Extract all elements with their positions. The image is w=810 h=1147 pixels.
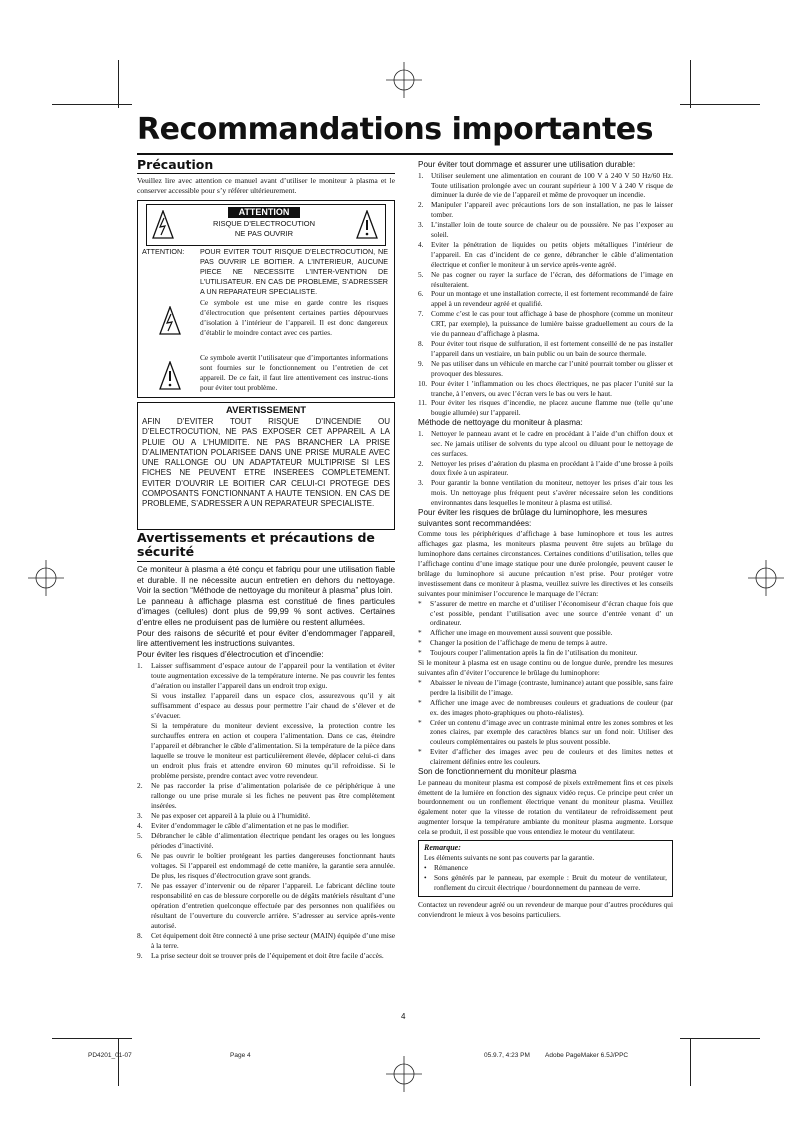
list-item: * Créer un contenu d’image avec un contraste minimal entre les zones sombres et les zones claires, par exemple des caractères blancs sur un fond noir. Utiliser des couleurs complémentaires ou pastels le plus souvent possible. (430, 718, 673, 748)
list-item: * Afficher une image en mouvement aussi souvent que possible. (430, 628, 673, 638)
attention-box (137, 200, 395, 398)
list-item: 1. Nettoyer le panneau avant et le cadre en procédant à l’aide d’un chiffon doux et sec. Ne jamais utiliser de solvents du type alcool ou diluant pour le nettoyage de ces surfaces. (418, 428, 673, 458)
list-item: * Eviter d’afficher des images avec peu de couleurs et des limites nettes et clairement définies entre les couleurs. (430, 747, 673, 767)
avert-p2: Le panneau à affichage plasma est constitué de fines particules d’images (cellules) dont plus de 99,99 % sont actives. Certaines d’entre elles ne produisent pas de lumière ou restent allumées. (137, 596, 395, 627)
list-item: 5. Débrancher le câble d’alimentation électrique pendant les orages ou les longues périodes d’inactivité. (137, 831, 395, 851)
crop-mark (690, 1038, 691, 1086)
footer-page: Page 4 (230, 1052, 251, 1059)
list-item: 5. Ne pas cogner ou rayer la surface de l’écran, des déformations de l’image en résulteraient. (418, 269, 673, 289)
list-item: * S’assurer de mettre en marche et d’utiliser l’économiseur d’écran chaque fois que c’est possible, pendant l’utilisation avec une source d’entrée venant d’ un ordinateur. (430, 599, 673, 629)
list-item: * Toujours couper l’alimentation après la fin de l’utilisation du moniteur. (430, 648, 673, 658)
crop-mark (690, 60, 691, 108)
brulage-heading: Pour éviter les risques de brûlage du luminophore, les mesures suivantes sont recommandées: (418, 508, 648, 528)
exclamation-warning-icon (356, 210, 378, 240)
list-item: 3. Pour garantir la bonne ventilation du moniteur, nettoyer les prises d’air tous les mois. Un nettoyage plus fréquent peut s’avérer nécessaire selon les conditions environnantes dans lesquelles le moniteur à plasma est utilisé. (418, 478, 673, 508)
list-item: 4. Eviter la pénétration de liquides ou petits objets métalliques l’intérieur de l’appareil. En cas d’incident de ce genre, débrancher le câble d’alimentation électrique et confier le moniteur à un service après-vente agréé. (418, 239, 673, 269)
list-item: 3. Ne pas exposer cet appareil à la pluie ou à l’humidité. (137, 811, 311, 821)
list-item: 2. Ne pas raccorder la prise d’alimentation polarisée de ce périphérique à une rallonge ou une prise murale si les fiches ne peuvent pas être complètement insérées. (137, 781, 395, 811)
list-item: * Abaisser le niveau de l’image (contraste, luminance) autant que possible, sans faire perdre la lisibilit de l’image. (430, 678, 673, 698)
crop-mark (118, 60, 119, 108)
footer-app: Adobe PageMaker 6.5J/PPC (545, 1052, 629, 1059)
list-item: 4. Eviter d’endommager le câble d’alimentation et ne pas le modifier. (137, 821, 349, 831)
avert-p1: Ce moniteur à plasma a été conçu et fabriqu pour une utilisation fiable et durable. Il ne nécessite aucun entretien en dehors du nettoyage. Voir la section “Méthode de nettoyage du moniteur à plasma” plus loin. (137, 565, 395, 596)
footer-file: PD4201_01-07 (88, 1052, 132, 1059)
list-item: 3. L’installer loin de toute source de chaleur ou de poussière. Ne pas l’exposer au soleil. (418, 220, 673, 240)
crop-mark (680, 104, 760, 105)
list-item: 7. Ne pas essayer d’intervenir ou de réparer l’appareil. Le fabricant décline toute responsabilité en cas de blessure corporelle ou de dégâts matériels résultant d’une opération d’entretien quelconque effectuée par des personnes non qualifiées ou résultant de l’ouverture du couvercle arrière. S’adresser au service après-vente autorisé. (137, 881, 395, 931)
final-paragraph: Contactez un revendeur agréé ou un revendeur de marque pour d’autres procédures qui conviendront le mieux à vos besoins particuliers. (418, 899, 673, 919)
avertissement-text: AFIN D’EVITER TOUT RISQUE D’INCENDIE OU D’ELECTROCUTION, NE PAS EXPOSER CET APPAREIL A LA PLUIE OU A L’HUMIDITE. NE PAS BRANCHER LA PRISE D’ALIMENTATION POLARISEE DANS UNE PRISE MURALE AVEC UNE RALLONGE OU UN ADAPTATEUR MULTIPRISE SI LES FICHES NE PEUVENT ETRE INSEREES COMPLETEMENT. EVITER D’OUVRIR LE BOITIER CAR CELUI-CI PROTEGE DES COMPOSANTS FONCTIONNANT A HAUTE TENSION. EN CAS DE PROBLEME, S’ADRESSER A UN REPARATEUR SPECIALISTE. (142, 417, 390, 509)
attention-sub1: RISQUE D’ELECTROCUTION (212, 219, 316, 228)
list-item: 2. Manipuler l’appareil avec précautions lors de son installation, ne pas le laisser tomber. (418, 200, 673, 220)
list-item: 10. Pour éviter l ’inflammation ou les chocs électriques, ne pas placer l’unité sur la tranche, à l’envers, ou avec l’écran vers le bas ou vers le haut. (418, 378, 673, 398)
son-paragraph: Le panneau du moniteur plasma est composé de pixels extrêmement fins et ces pixels émettent de la lumière en fonction des signaux vidéo reçus. Ce principe peut créer un bourdonnement ou un ronflement électrique venant du moniteur plasma. Veuillez également noter que la vitesse de rotation du ventilateur de refroidissement peut augmenter lorsque la température ambiante du moniteur plasma augmente. Lorsque cela se produit, il est possible que vous entendiez le moteur du ventilateur. (418, 777, 673, 837)
durable-heading: Pour éviter tout dommage et assurer une utilisation durable: (418, 160, 636, 169)
registration-mark-icon (386, 1056, 422, 1092)
footer-date: 05.9.7, 4:23 PM (484, 1052, 530, 1059)
crop-mark (680, 1038, 760, 1039)
brulage-list-2 (418, 678, 673, 767)
list-item: * Afficher une image avec de nombreuses couleurs et graduations de couleur (par ex. des images photo-graphiques ou photo-réalistes). (430, 698, 673, 718)
remarque-heading: Remarque: (424, 843, 461, 853)
list-item: 1. Utiliser seulement une alimentation en courant de 100 V à 240 V 50 Hz/60 Hz. Toute utilisation prolongée avec un courant supérieur à 100 V à 240 V risque de diminuer la durée de vie de l’appareil et même de provoquer un incendie. (418, 170, 673, 200)
right-column (418, 160, 673, 919)
son-heading: Son de fonctionnement du moniteur plasma (418, 767, 577, 777)
title-rule (137, 153, 673, 155)
list-item: 9. La prise secteur doit se trouver près de l’équipement et doit être facile d’accès. (137, 951, 384, 961)
list-item: 6. Pour un montage et une installation correcte, il est fortement recommandé de faire appel à un revendeur agréé et qualifié. (418, 289, 673, 309)
exclamation-warning-icon (158, 361, 182, 391)
heading-rule (137, 173, 395, 174)
list-item: * Changer la position de l’affichage de menu de temps à autre. (430, 638, 673, 648)
list-item: • Sons générés par le panneau, par exemple : Bruit du moteur de ventilateur, ronflement du circuit électrique / bourdonnement du panneau de verre. (424, 872, 667, 892)
registration-mark-icon (386, 62, 422, 98)
page-title: Recommandations importantes (137, 112, 653, 147)
avert-p3: Pour des raisons de sécurité et pour éviter d’endommager l’appareil, lire attentivement les instructions suivantes. (137, 628, 395, 649)
attention-sub2: NE PAS OUVRIR (234, 229, 294, 238)
list-item: • Rémanence (424, 862, 469, 872)
precaution-heading: Précaution (137, 157, 214, 172)
precaution-intro: Veuillez lire avec attention ce manuel avant d’utiliser le moniteur à plasma et le conserver accessible pour s’y référer ultérieurement. (137, 176, 395, 196)
heading-rule (137, 561, 395, 562)
list-item: 7. Comme c’est le cas pour tout affichage à base de phosphore (comme un moniteur CRT, par exemple), la puissance de lumière baisse graduellement au cours de la vie du panneau d’affichage à plasma. (418, 309, 673, 339)
registration-mark-icon (28, 560, 64, 596)
avertissement-box (137, 402, 395, 530)
list-item: Si vous installez l’appareil dans un espace clos, assurezvous qu’il y ait suffisamment d’espace au dessus pour permettre l’air chaud de s’élever et de s’évacuer. (151, 691, 395, 721)
remarque-box (418, 840, 673, 897)
symbol1-text: Ce symbole est une mise en garde contre les risques d’électrocution que présentent certaines parties dépourvues d’isolation à l’intérieur de l’appareil. Il est donc dangereux d’établir le moindre contact avec ces parties. (200, 298, 388, 337)
list-item: 9. Ne pas utiliser dans un véhicule en marche car l’unité pourrait tomber ou glisser et provoquer des blessures. (418, 358, 673, 378)
attention-label: ATTENTION (228, 207, 300, 218)
list-item: Si la température du moniteur devient excessive, la protection contre les surchauffes entrera en action et coupera l’alimentation. Dans ce cas, éteindre l’appareil et débrancher le câble d’alimentation. Si la température de la pièce dans laquelle se trouve le moniteur est particulièrement élevée, déplacer celui-ci dans un endroit plus frais et attendre environ 60 minutes qu’il refroidisse. Si le problème persiste, prendre contact avec votre revendeur. (151, 721, 395, 781)
attention-text: POUR EVITER TOUT RISQUE D’ELECTROCUTION, NE PAS OUVRIR LE BOITIER. A L’INTERIEUR, AUCUNE PIECE NE NECESSITE L’INTER-VENTION DE L’UTILISATEUR. EN CAS DE PROBLEME, S’ADRESSER A UN REPARATEUR SPECIALISTE. (200, 247, 388, 296)
list-item: 11. Pour éviter les risques d’incendie, ne placez aucune flamme nue (telle qu’une bougie allumée) sur l’appareil. (418, 398, 673, 418)
symbol2-text: Ce symbole avertit l’utilisateur que d’importantes informations sont fournies sur le fonctionnement ou l’entretien de cet appareil. De ce fait, il faut lire attentivement ces instruc-tions pour éviter tout problème. (200, 353, 388, 392)
left-column (137, 158, 395, 197)
crop-mark (118, 1038, 119, 1086)
durable-list (418, 171, 673, 419)
avert-list (137, 661, 395, 961)
avert-section (137, 531, 395, 961)
brulage-list (418, 599, 673, 658)
crop-mark (52, 104, 132, 105)
lightning-warning-icon (158, 306, 182, 336)
avertissement-heading: AVERTISSEMENT (225, 405, 307, 416)
attention-prefix: ATTENTION: (142, 247, 185, 256)
brulage-paragraph-2: Si le moniteur à plasma est en usage continu ou de longue durée, prendre les mesures suivantes afin d’éviter l’occurence le brûlage du luminophore: (418, 658, 673, 677)
lightning-warning-icon (152, 210, 174, 240)
remarque-intro: Les éléments suivants ne sont pas couverts par la garantie. (424, 852, 595, 862)
list-item: 1. Laisser suffisamment d’espace autour de l’appareil pour la ventilation et éviter toute augmentation excessive de la température interne. Ne pas couvrir les fentes d’aération ou installer l’appareil dans un endroit trop exigu. (137, 661, 395, 691)
avert-heading: Avertissements et précautions de sécurité (137, 530, 375, 559)
crop-mark (52, 1038, 132, 1039)
list-item: 8. Cet équipement doit être connecté à une prise secteur (MAIN) équipée d’une mise à la terre. (137, 931, 395, 951)
nettoyage-list (418, 429, 673, 508)
list-item: 6. Ne pas ouvrir le boîtier protégeant les parties dangereuses fonctionnant hauts voltages. Si l’appareil est endommagé de cette manière, la garantie sera annulée. De plus, les risques d’électrocution grave sont grands. (137, 851, 395, 881)
nettoyage-heading: Méthode de nettoyage du moniteur à plasma: (418, 418, 583, 428)
list-item: 8. Pour éviter tout risque de sulfuration, il est fortement conseillé de ne pas installer l’appareil dans un vestiaire, un bain public ou un bain de source thermale. (418, 339, 673, 358)
avert-p4: Pour éviter les risques d’électrocution et d’incendie: (137, 649, 324, 659)
page-number: 4 (401, 1012, 406, 1021)
brulage-paragraph: Comme tous les périphériques d’affichage à base luminophore et tous les autres affichages gaz plasma, les moniteurs plasma peuvent être sujets au brûlage du luminophore dans certaines circonstances. Certaines conditions d’utilisation, telles que l’affichage continu d’une image statique pour une durée prolongée, peuvent causer le brûlage du luminophore si aucune précaution n’est prise. Pour protéger votre investissement dans ce moniteur à plasma, veuillez suivre les directives et les conseils suivantes pour minimiser l’occurence le marquage de l’écran: (418, 529, 673, 598)
list-item: 2. Nettoyer les prises d’aération du plasma en procédant à l’aide d’une brosse à poils doux fixée à un aspirateur. (418, 458, 673, 478)
registration-mark-icon (748, 560, 784, 596)
